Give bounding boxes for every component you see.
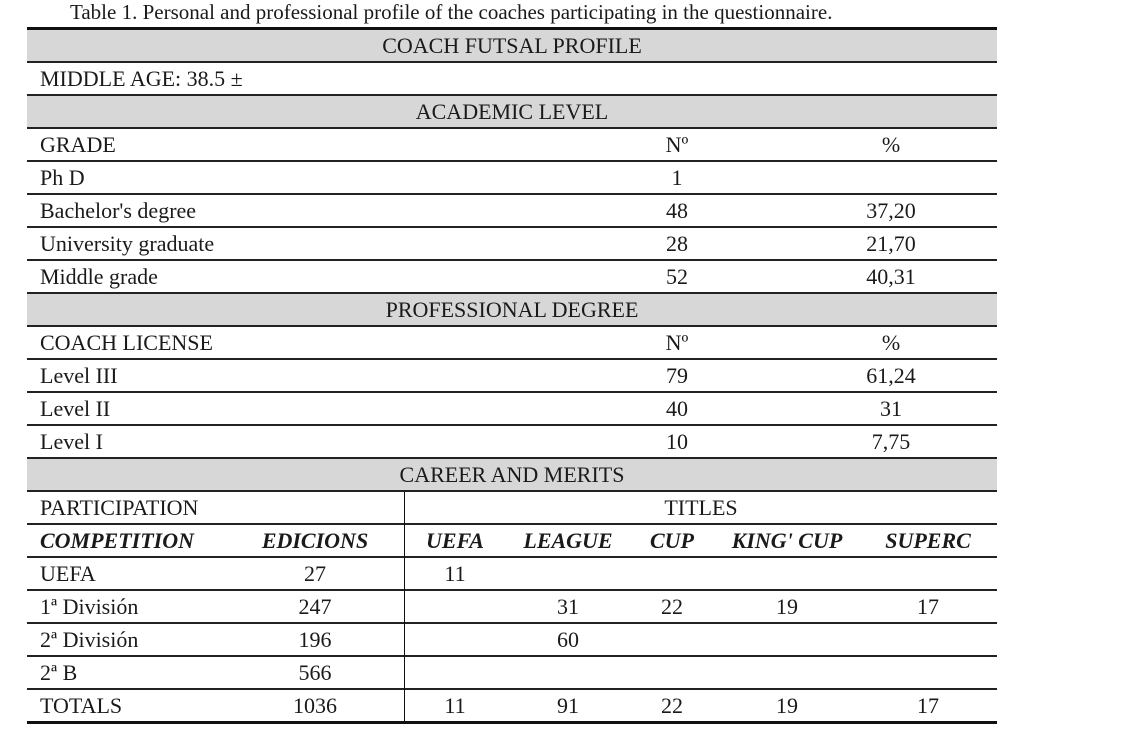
profile-header: COACH FUTSAL PROFILE — [382, 33, 642, 58]
table-caption: Table 1. Personal and professional profile of the coaches participating in the questionnaire. — [70, 0, 833, 24]
edicions-value: 566 — [298, 660, 332, 685]
academic-n: 28 — [666, 231, 688, 256]
cup-column-header: CUP — [650, 528, 694, 553]
license-level: Level III — [40, 363, 118, 388]
uefa-value: 11 — [444, 693, 466, 718]
cup-value: 22 — [661, 594, 683, 619]
license-pct: 7,75 — [871, 429, 911, 454]
license-n: 10 — [666, 429, 688, 454]
competition-name: UEFA — [40, 561, 96, 586]
academic-n: 1 — [671, 165, 683, 190]
titles-header: TITLES — [664, 495, 738, 520]
kings-cup-value: 19 — [776, 594, 798, 619]
professional-header-row — [27, 294, 997, 327]
academic-header-row — [27, 96, 997, 129]
competition-name: 2ª B — [40, 660, 78, 685]
grade-column-header: GRADE — [40, 132, 116, 157]
academic-pct-header: % — [881, 132, 901, 157]
edicions-value: 27 — [304, 561, 326, 586]
column-divider — [404, 657, 405, 690]
career-column-row — [27, 525, 997, 558]
league-value: 91 — [557, 693, 579, 718]
competition-name: TOTALS — [40, 693, 123, 718]
career-header-row — [27, 459, 997, 492]
license-pct: 31 — [880, 396, 902, 421]
career-header: CAREER AND MERITS — [399, 462, 625, 487]
edicions-value: 1036 — [293, 693, 337, 718]
academic-n: 52 — [666, 264, 688, 289]
profile-header-row — [27, 30, 997, 63]
career-group-row — [27, 492, 997, 525]
league-value: 60 — [557, 627, 579, 652]
competition-name: 2ª División — [40, 627, 139, 652]
professional-n-header: Nº — [665, 330, 689, 355]
table-row — [27, 591, 997, 624]
academic-pct: 21,70 — [866, 231, 916, 256]
table-row — [27, 426, 997, 459]
license-level: Level II — [40, 396, 111, 421]
uefa-value: 11 — [444, 561, 466, 586]
table-row — [27, 261, 997, 294]
league-value: 31 — [557, 594, 579, 619]
academic-column-row — [27, 129, 997, 162]
academic-grade: Middle grade — [40, 264, 158, 289]
academic-pct: 37,20 — [866, 198, 916, 223]
coach-profile-table — [27, 27, 997, 724]
license-n: 40 — [666, 396, 688, 421]
column-divider — [404, 624, 405, 657]
professional-column-row — [27, 327, 997, 360]
cup-value: 22 — [661, 693, 683, 718]
table-row — [27, 558, 997, 591]
professional-pct-header: % — [881, 330, 901, 355]
table-row — [27, 624, 997, 657]
totals-row — [27, 690, 997, 724]
table-row — [27, 195, 997, 228]
middle-age-row — [27, 63, 997, 96]
license-pct: 61,24 — [866, 363, 916, 388]
table-row — [27, 162, 997, 195]
academic-n: 48 — [666, 198, 688, 223]
license-column-header: COACH LICENSE — [40, 330, 213, 355]
professional-header: PROFESSIONAL DEGREE — [385, 297, 639, 322]
table-row — [27, 360, 997, 393]
column-divider — [404, 525, 405, 558]
superc-value: 17 — [917, 594, 939, 619]
middle-age: MIDDLE AGE: 38.5 ± — [40, 66, 243, 91]
edicions-value: 196 — [298, 627, 332, 652]
academic-header: ACADEMIC LEVEL — [415, 99, 609, 124]
kings-cup-column-header: KING' CUP — [731, 528, 843, 553]
column-divider — [404, 558, 405, 591]
column-divider — [404, 690, 405, 723]
license-n: 79 — [666, 363, 688, 388]
participation-header: PARTICIPATION — [40, 495, 199, 520]
academic-n-header: Nº — [665, 132, 689, 157]
league-column-header: LEAGUE — [523, 528, 613, 553]
academic-grade: University graduate — [40, 231, 215, 256]
kings-cup-value: 19 — [776, 693, 798, 718]
license-level: Level I — [40, 429, 103, 454]
academic-pct: 40,31 — [866, 264, 916, 289]
edicions-column-header: EDICIONS — [261, 528, 369, 553]
table-row — [27, 228, 997, 261]
superc-value: 17 — [917, 693, 939, 718]
table-row — [27, 657, 997, 690]
academic-grade: Bachelor's degree — [40, 198, 197, 223]
competition-name: 1ª División — [40, 594, 139, 619]
academic-grade: Ph D — [40, 165, 85, 190]
table-row — [27, 393, 997, 426]
column-divider — [404, 591, 405, 624]
superc-column-header: SUPERC — [885, 528, 971, 553]
uefa-column-header: UEFA — [426, 528, 484, 553]
edicions-value: 247 — [298, 594, 332, 619]
competition-column-header: COMPETITION — [40, 528, 195, 553]
